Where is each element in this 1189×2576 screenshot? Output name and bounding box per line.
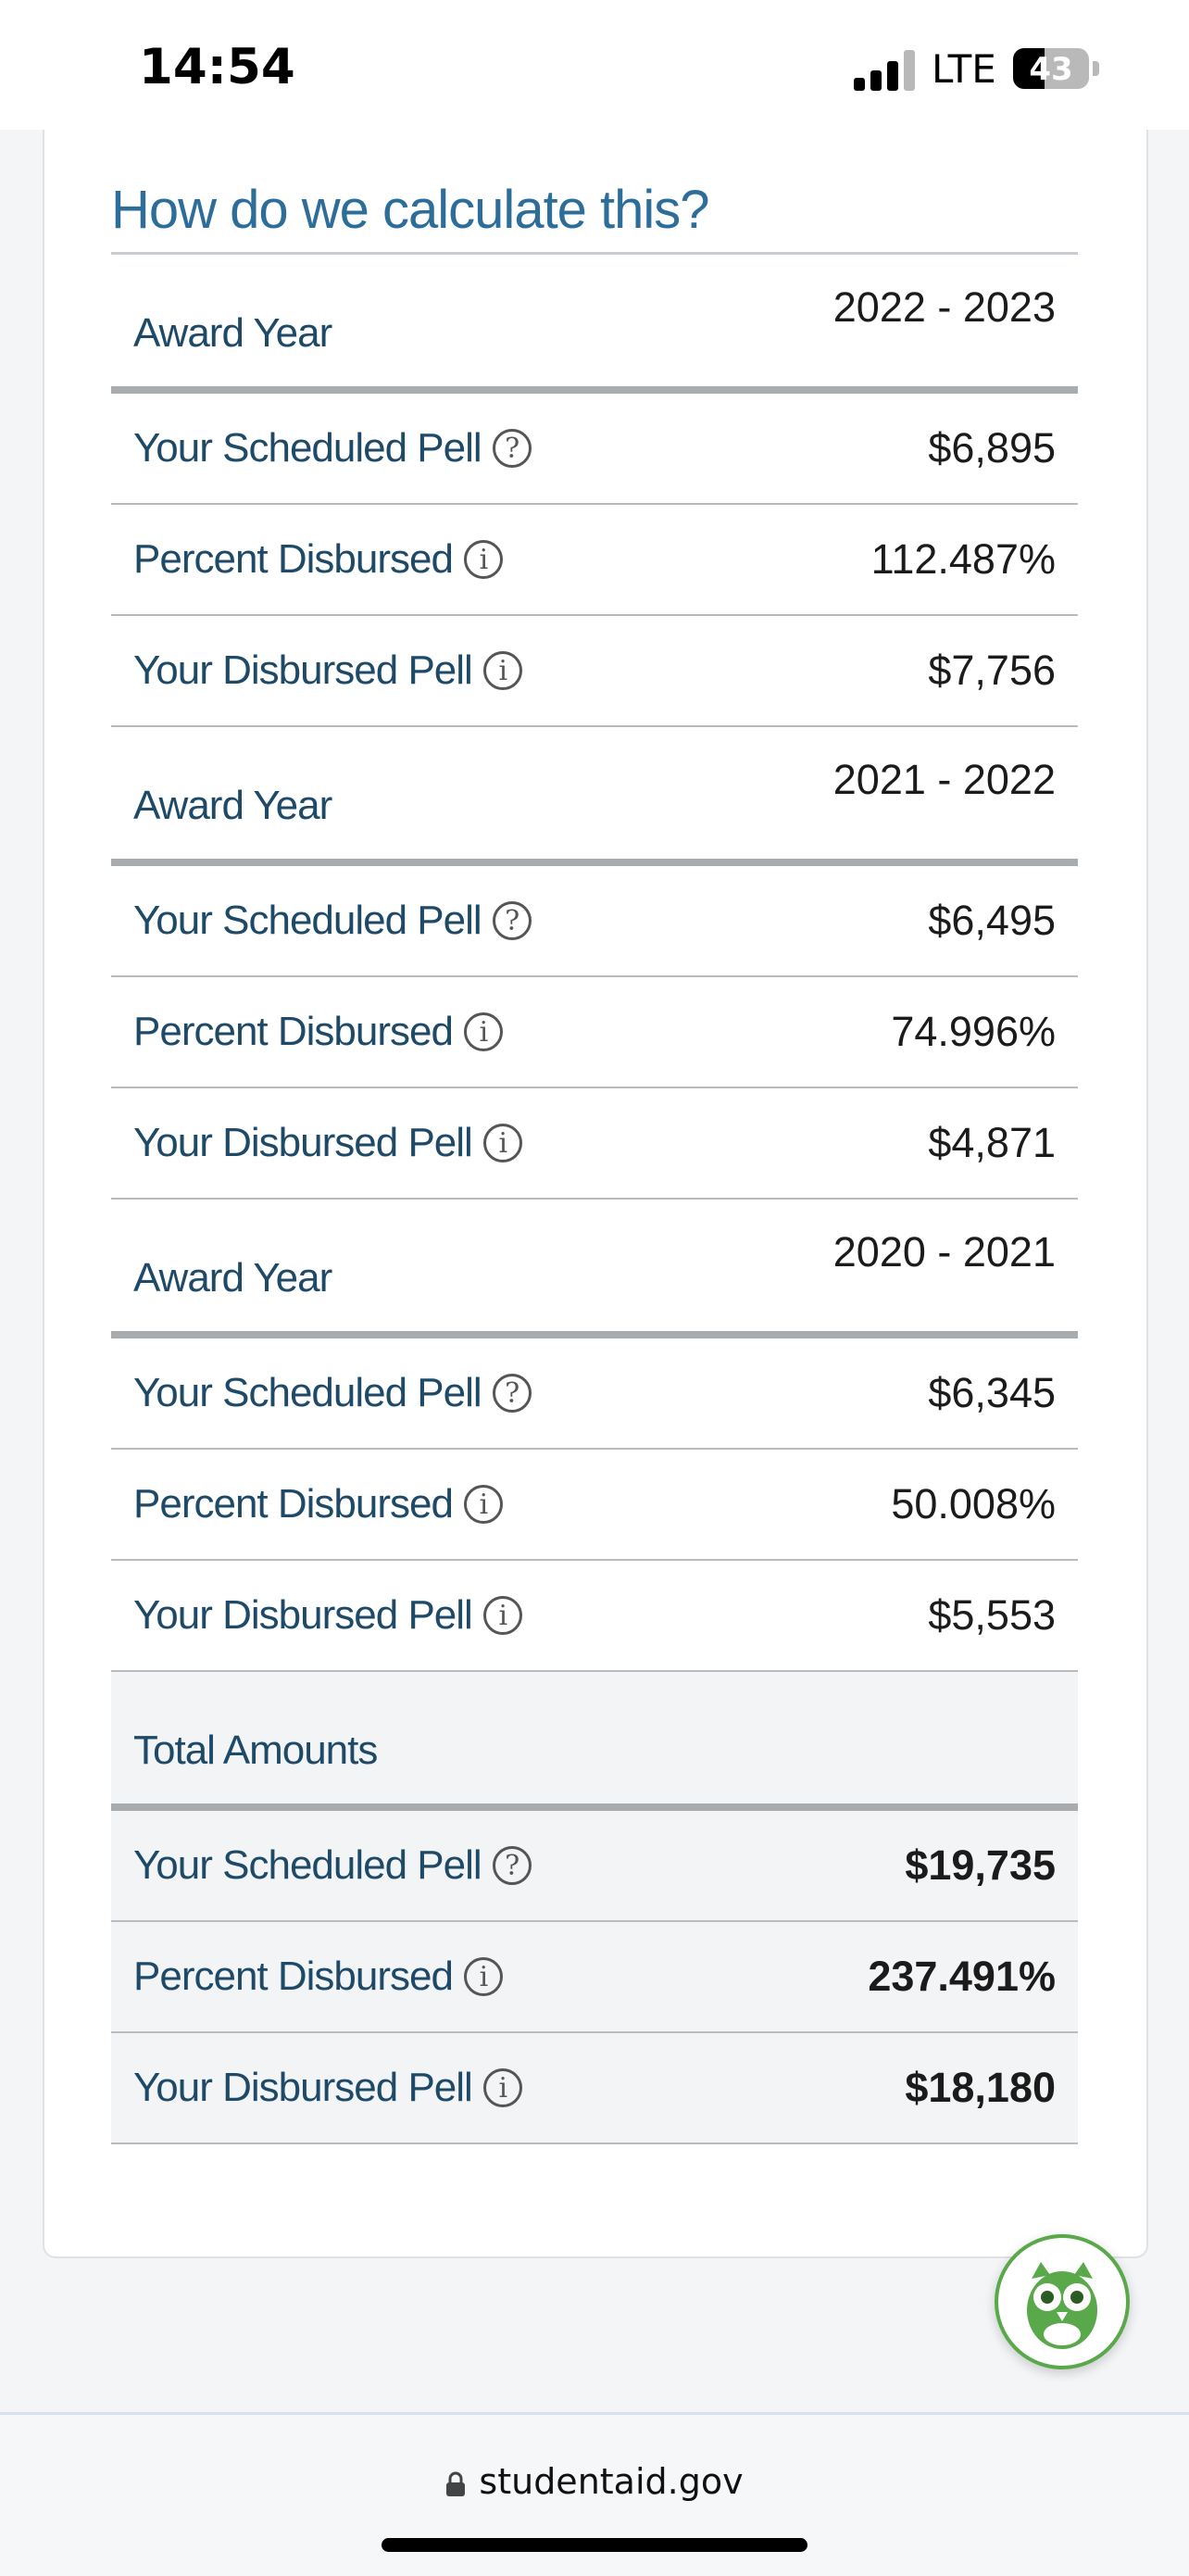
total-percent-disbursed-row: [111, 1922, 1078, 2033]
info-icon[interactable]: i: [483, 1124, 522, 1162]
award-year-label: Award Year: [133, 783, 332, 828]
total-scheduled-pell-row: [111, 1811, 1078, 1922]
award-year-row: [111, 1200, 1078, 1338]
battery-cap: [1093, 61, 1099, 76]
section-title: How do we calculate this?: [111, 180, 709, 240]
total-disbursed-pell-label: Your Disbursed Pell: [133, 2065, 472, 2110]
percent-disbursed-row: [111, 977, 1078, 1088]
clock: 14:54: [139, 39, 295, 95]
question-icon[interactable]: ?: [493, 1846, 532, 1885]
percent-disbursed-label: Percent Disbursed: [133, 1481, 453, 1527]
info-icon[interactable]: i: [483, 2068, 522, 2107]
info-icon[interactable]: i: [464, 540, 503, 579]
award-year-row: [111, 255, 1078, 394]
info-icon[interactable]: i: [464, 1485, 503, 1524]
total-amounts-label: Total Amounts: [133, 1728, 378, 1773]
award-year-value: 2021 - 2022: [832, 756, 1056, 803]
question-icon[interactable]: ?: [493, 429, 532, 468]
scheduled-pell-row: [111, 866, 1078, 977]
battery-icon: [1013, 48, 1089, 89]
disbursed-pell-row: [111, 616, 1078, 727]
disbursed-pell-label: Your Disbursed Pell: [133, 647, 472, 693]
scheduled-pell-row: [111, 394, 1078, 505]
total-amounts-row: [111, 1672, 1078, 1811]
total-scheduled-pell-value: $19,735: [905, 1841, 1056, 1889]
owl-chatbot-icon: [998, 2238, 1126, 2366]
total-percent-disbursed-value: 237.491%: [868, 1953, 1056, 2000]
disbursed-pell-label: Your Disbursed Pell: [133, 1120, 472, 1165]
percent-disbursed-row: [111, 1450, 1078, 1561]
total-disbursed-pell-row: [111, 2033, 1078, 2144]
url-text: studentaid.gov: [479, 2461, 744, 2502]
scheduled-pell-value: $6,495: [928, 897, 1056, 944]
info-icon[interactable]: i: [464, 1957, 503, 1996]
percent-disbursed-value: 74.996%: [891, 1008, 1056, 1055]
status-bar: [0, 0, 1189, 130]
percent-disbursed-value: 112.487%: [870, 535, 1056, 583]
question-icon[interactable]: ?: [493, 1374, 532, 1413]
pell-calculation-table: [111, 255, 1078, 2144]
disbursed-pell-row: [111, 1088, 1078, 1200]
percent-disbursed-value: 50.008%: [891, 1480, 1056, 1527]
disbursed-pell-value: $4,871: [928, 1119, 1056, 1166]
info-icon[interactable]: i: [483, 1596, 522, 1635]
battery-level: 43: [1029, 51, 1073, 88]
total-scheduled-pell-label: Your Scheduled Pell: [133, 1842, 482, 1888]
scheduled-pell-label: Your Scheduled Pell: [133, 1370, 482, 1415]
chatbot-button[interactable]: [995, 2234, 1130, 2369]
home-indicator[interactable]: [382, 2538, 807, 2552]
disbursed-pell-row: [111, 1561, 1078, 1672]
award-year-label: Award Year: [133, 1255, 332, 1301]
total-disbursed-pell-value: $18,180: [905, 2064, 1056, 2111]
scheduled-pell-value: $6,895: [928, 424, 1056, 471]
scheduled-pell-row: [111, 1338, 1078, 1450]
network-type: LTE: [932, 46, 996, 92]
award-year-value: 2020 - 2021: [832, 1228, 1056, 1275]
total-percent-disbursed-label: Percent Disbursed: [133, 1954, 453, 1999]
question-icon[interactable]: ?: [493, 901, 532, 940]
info-icon[interactable]: i: [483, 651, 522, 690]
scheduled-pell-value: $6,345: [928, 1369, 1056, 1416]
award-year-label: Award Year: [133, 310, 332, 356]
scheduled-pell-label: Your Scheduled Pell: [133, 425, 482, 471]
disbursed-pell-value: $7,756: [928, 647, 1056, 694]
cellular-signal-icon: [854, 48, 917, 91]
award-year-row: [111, 727, 1078, 866]
info-icon[interactable]: i: [464, 1012, 503, 1051]
lock-icon: [445, 2471, 466, 2497]
award-year-value: 2022 - 2023: [832, 283, 1056, 331]
percent-disbursed-label: Percent Disbursed: [133, 1009, 453, 1054]
scheduled-pell-label: Your Scheduled Pell: [133, 898, 482, 943]
percent-disbursed-row: [111, 505, 1078, 616]
disbursed-pell-label: Your Disbursed Pell: [133, 1592, 472, 1638]
percent-disbursed-label: Percent Disbursed: [133, 536, 453, 582]
disbursed-pell-value: $5,553: [928, 1591, 1056, 1639]
